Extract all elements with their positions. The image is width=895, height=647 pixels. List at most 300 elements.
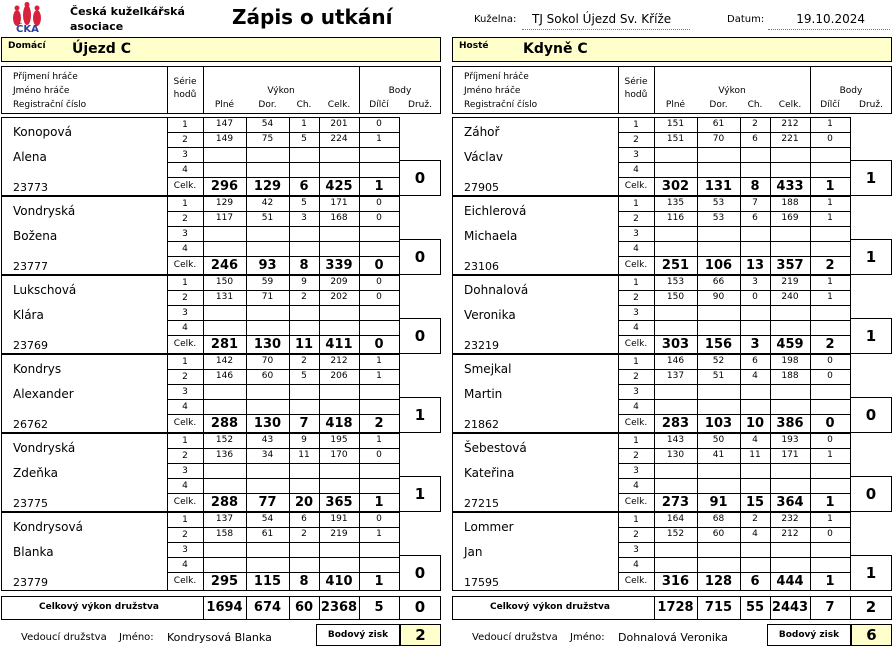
player-firstname: Veronika [464, 308, 516, 322]
player-firstname: Alena [13, 150, 47, 164]
series-value: 209 [330, 277, 348, 287]
series-value: 1 [376, 529, 382, 539]
player-total: 6 [750, 574, 760, 589]
series-number: 2 [182, 214, 188, 224]
total-label: Celk. [173, 260, 197, 270]
row-divider [618, 448, 850, 449]
series-value: 9 [301, 277, 307, 287]
home-team-bar [1, 37, 441, 62]
player-total: 20 [294, 495, 314, 510]
series-value: 0 [827, 371, 833, 381]
col-header-druz: Druž. [859, 100, 883, 110]
series-value: 42 [261, 198, 274, 208]
total-label: Celk. [173, 181, 197, 191]
player-total: 246 [210, 258, 239, 273]
row-divider [618, 320, 850, 321]
player-total: 131 [704, 179, 733, 194]
player-total: 8 [299, 574, 309, 589]
player-total: 8 [299, 258, 309, 273]
series-value: 34 [261, 450, 274, 460]
organization-name: Česká kuželkářská asociace [70, 5, 185, 33]
leader-label: Vedoucí družstva [472, 632, 558, 643]
series-number: 1 [182, 199, 188, 209]
series-value: 50 [712, 435, 725, 445]
series-value: 1 [827, 277, 833, 287]
series-value: 142 [215, 356, 234, 366]
leader-name-label: Jméno: [119, 632, 154, 643]
series-number: 3 [182, 545, 188, 555]
row-divider [618, 162, 850, 163]
series-number: 2 [633, 293, 639, 303]
team-point-value: 1 [865, 564, 877, 582]
series-number: 1 [633, 515, 639, 525]
player-total: 129 [253, 179, 282, 194]
series-value: 198 [781, 356, 799, 366]
series-value: 169 [781, 213, 799, 223]
team-point-value: 1 [865, 327, 877, 345]
series-value: 116 [666, 213, 685, 223]
series-value: 152 [666, 529, 685, 539]
player-total: 1 [374, 574, 384, 589]
row-divider [167, 399, 399, 400]
series-value: 135 [666, 198, 685, 208]
player-total: 93 [258, 258, 277, 273]
series-number: 1 [182, 120, 188, 130]
player-total: 411 [325, 337, 353, 352]
player-total: 316 [661, 574, 690, 589]
series-number: 3 [182, 229, 188, 239]
series-value: 129 [215, 198, 234, 208]
series-number: 4 [633, 402, 639, 412]
series-value: 54 [261, 119, 274, 129]
player-firstname: Michaela [464, 229, 518, 243]
series-value: 170 [330, 450, 348, 460]
series-value: 171 [781, 450, 799, 460]
series-value: 164 [666, 514, 685, 524]
series-number: 4 [182, 560, 188, 570]
row-divider [167, 256, 399, 257]
series-value: 171 [330, 198, 348, 208]
row-divider [167, 320, 399, 321]
series-value: 152 [215, 435, 234, 445]
date-value: 19.10.2024 [768, 12, 890, 30]
row-divider [618, 132, 850, 133]
player-firstname: Klára [13, 308, 44, 322]
total-label: Celk. [624, 181, 648, 191]
venue-value: TJ Sokol Újezd Sv. Kříže [522, 12, 690, 30]
series-value: 1 [376, 134, 382, 144]
row-divider [618, 305, 850, 306]
series-value: 1 [301, 119, 307, 129]
col-header-surname: Příjmení hráče [13, 72, 78, 82]
player-firstname: Václav [464, 150, 504, 164]
series-number: 3 [182, 387, 188, 397]
col-header-surname: Příjmení hráče [464, 72, 529, 82]
series-value: 3 [301, 213, 307, 223]
series-number: 2 [633, 530, 639, 540]
series-value: 131 [215, 292, 234, 302]
player-reg-number: 27905 [464, 181, 499, 194]
total-label: Celk. [173, 339, 197, 349]
series-number: 2 [182, 293, 188, 303]
series-value: 6 [752, 356, 758, 366]
series-value: 1 [827, 119, 833, 129]
col-header-ch: Ch. [296, 100, 312, 110]
row-divider [618, 335, 850, 336]
series-number: 4 [633, 244, 639, 254]
row-divider [167, 147, 399, 148]
row-divider [618, 527, 850, 528]
series-value: 2 [301, 529, 307, 539]
series-value: 0 [376, 292, 382, 302]
venue-label: Kuželna: [474, 14, 517, 25]
player-total: 1 [825, 574, 835, 589]
player-total: 115 [253, 574, 282, 589]
total-label: Celk. [624, 576, 648, 586]
series-number: 1 [182, 515, 188, 525]
series-value: 137 [666, 371, 685, 381]
series-value: 188 [781, 198, 799, 208]
player-total: 0 [374, 258, 384, 273]
series-value: 70 [261, 356, 274, 366]
row-divider [167, 572, 399, 573]
player-total: 106 [704, 258, 733, 273]
player-total: 364 [776, 495, 804, 510]
series-number: 4 [182, 402, 188, 412]
row-divider [618, 290, 850, 291]
series-value: 224 [330, 134, 348, 144]
col-header-celk: Celk. [327, 100, 351, 110]
series-value: 4 [752, 529, 758, 539]
total-label: Celk. [624, 497, 648, 507]
series-value: 149 [215, 134, 234, 144]
series-value: 150 [215, 277, 234, 287]
player-firstname: Martin [464, 387, 503, 401]
series-value: 71 [261, 292, 274, 302]
series-value: 2 [752, 514, 758, 524]
series-value: 0 [827, 356, 833, 366]
series-value: 3 [752, 277, 758, 287]
row-divider [618, 177, 850, 178]
player-reg-number: 23775 [13, 497, 48, 510]
series-number: 2 [633, 135, 639, 145]
series-value: 1 [376, 356, 382, 366]
row-divider [618, 557, 850, 558]
player-total: 425 [325, 179, 353, 194]
player-total: 433 [776, 179, 804, 194]
player-total: 339 [325, 258, 353, 273]
col-header-series: Série [624, 77, 648, 87]
series-value: 4 [752, 435, 758, 445]
home-side-label: Domácí [8, 41, 46, 51]
col-header-reg: Registrační číslo [464, 100, 538, 110]
player-surname: Lukschová [13, 283, 77, 297]
series-value: 168 [330, 213, 348, 223]
team-point-value: 0 [414, 327, 426, 345]
player-total: 273 [661, 495, 690, 510]
row-divider [167, 211, 399, 212]
player-total: 156 [704, 337, 733, 352]
series-value: 0 [376, 198, 382, 208]
series-value: 4 [752, 371, 758, 381]
series-value: 240 [781, 292, 799, 302]
series-value: 5 [301, 198, 307, 208]
player-surname: Lommer [464, 520, 514, 534]
col-header-dilci: Dílčí [820, 100, 840, 110]
series-value: 1 [827, 198, 833, 208]
player-reg-number: 27215 [464, 497, 499, 510]
player-surname: Eichlerová [464, 204, 527, 218]
series-value: 60 [261, 371, 274, 381]
row-divider [618, 369, 850, 370]
series-number: 4 [182, 323, 188, 333]
series-value: 153 [666, 277, 685, 287]
player-total: 3 [750, 337, 760, 352]
player-total: 130 [253, 337, 282, 352]
player-total: 288 [210, 416, 239, 431]
row-divider [167, 463, 399, 464]
gain-label: Bodový zisk [778, 630, 840, 640]
date-label: Datum: [727, 14, 765, 25]
series-value: 66 [712, 277, 725, 287]
player-total: 1 [374, 179, 384, 194]
leader-name: Kondrysová Blanka [167, 631, 273, 647]
series-value: 6 [752, 134, 758, 144]
team-total-value: 1694 [206, 600, 243, 615]
team-total-value: 674 [253, 600, 282, 615]
series-value: 151 [666, 119, 685, 129]
series-number: 4 [182, 244, 188, 254]
series-value: 212 [330, 356, 348, 366]
col-header-firstname: Jméno hráče [13, 86, 70, 96]
col-header-plne: Plné [665, 100, 686, 110]
player-total: 7 [299, 416, 309, 431]
series-number: 4 [633, 323, 639, 333]
series-number: 1 [633, 199, 639, 209]
series-number: 3 [633, 387, 639, 397]
total-label: Celk. [624, 260, 648, 270]
logo-text: ČKA [16, 24, 39, 35]
team-point-value: 0 [414, 169, 426, 187]
series-value: 53 [712, 198, 725, 208]
away-side-label: Hosté [459, 41, 489, 51]
series-number: 1 [633, 278, 639, 288]
player-total: 357 [776, 258, 804, 273]
gain-value: 2 [415, 626, 426, 644]
player-total: 103 [704, 416, 733, 431]
row-divider [618, 211, 850, 212]
series-value: 5 [301, 134, 307, 144]
series-number: 3 [633, 229, 639, 239]
player-total: 1 [374, 495, 384, 510]
team-point-value: 0 [865, 485, 877, 503]
row-divider [167, 414, 399, 415]
team-total-value: 2443 [771, 600, 809, 615]
player-total: 2 [825, 337, 835, 352]
player-total: 130 [253, 416, 282, 431]
series-number: 1 [633, 436, 639, 446]
series-value: 130 [666, 450, 685, 460]
row-divider [618, 399, 850, 400]
team-total-value: 7 [825, 600, 835, 615]
leader-label: Vedoucí družstva [21, 632, 107, 643]
row-divider [618, 542, 850, 543]
player-total: 365 [325, 495, 353, 510]
player-reg-number: 23779 [13, 576, 48, 589]
series-number: 2 [633, 451, 639, 461]
away-team-bar [452, 37, 892, 62]
series-value: 59 [261, 277, 274, 287]
series-value: 11 [298, 450, 310, 460]
player-surname: Vondryská [13, 204, 76, 218]
total-label: Celk. [173, 497, 197, 507]
col-header-reg: Registrační číslo [13, 100, 87, 110]
gain-value: 6 [866, 626, 877, 644]
col-header-series-2: hodů [624, 90, 648, 100]
series-value: 117 [215, 213, 234, 223]
row-divider [167, 384, 399, 385]
series-value: 0 [376, 450, 382, 460]
player-total: 303 [661, 337, 690, 352]
team-point-value: 0 [414, 248, 426, 266]
row-divider [167, 241, 399, 242]
series-number: 2 [633, 214, 639, 224]
series-value: 147 [215, 119, 234, 129]
row-divider [618, 241, 850, 242]
row-divider [618, 478, 850, 479]
col-header-ch: Ch. [747, 100, 763, 110]
series-value: 0 [827, 529, 833, 539]
series-number: 4 [182, 165, 188, 175]
series-value: 9 [301, 435, 307, 445]
series-value: 1 [827, 213, 833, 223]
col-header-dilci: Dílčí [369, 100, 389, 110]
series-value: 0 [376, 119, 382, 129]
team-total-label: Celkový výkon družstva [490, 602, 610, 612]
series-value: 1 [376, 371, 382, 381]
player-total: 0 [374, 337, 384, 352]
col-header-series-2: hodů [173, 90, 197, 100]
series-value: 188 [781, 371, 799, 381]
series-value: 53 [712, 213, 725, 223]
player-surname: Konopová [13, 125, 72, 139]
player-total: 91 [709, 495, 728, 510]
series-value: 1 [376, 435, 382, 445]
series-value: 212 [781, 529, 799, 539]
player-total: 13 [745, 258, 765, 273]
player-surname: Smejkal [464, 362, 512, 376]
leader-name: Dohnalová Veronika [618, 631, 724, 647]
gain-label: Bodový zisk [327, 630, 389, 640]
col-header-celk: Celk. [778, 100, 802, 110]
player-total: 288 [210, 495, 239, 510]
series-number: 2 [182, 135, 188, 145]
series-number: 2 [633, 372, 639, 382]
series-value: 60 [712, 529, 725, 539]
player-total: 1 [825, 495, 835, 510]
series-value: 219 [781, 277, 799, 287]
player-reg-number: 23773 [13, 181, 48, 194]
series-number: 3 [633, 308, 639, 318]
row-divider [167, 493, 399, 494]
series-value: 2 [301, 356, 307, 366]
team-point-value: 0 [414, 564, 426, 582]
series-value: 1 [827, 450, 833, 460]
player-total: 302 [661, 179, 690, 194]
series-value: 158 [215, 529, 234, 539]
total-label: Celk. [173, 576, 197, 586]
team-point-value: 1 [865, 248, 877, 266]
row-divider [167, 226, 399, 227]
series-value: 232 [781, 514, 799, 524]
series-number: 1 [182, 357, 188, 367]
series-value: 1 [827, 514, 833, 524]
series-value: 0 [376, 277, 382, 287]
series-number: 1 [633, 357, 639, 367]
page-title: Zápis o utkání [232, 5, 393, 29]
row-divider [167, 305, 399, 306]
team-point-value: 1 [414, 485, 426, 503]
series-value: 212 [781, 119, 799, 129]
series-value: 90 [712, 292, 725, 302]
series-value: 54 [261, 514, 274, 524]
series-number: 3 [633, 150, 639, 160]
series-number: 2 [182, 372, 188, 382]
series-value: 2 [301, 292, 307, 302]
series-value: 61 [712, 119, 725, 129]
series-value: 51 [712, 371, 725, 381]
col-header-firstname: Jméno hráče [464, 86, 521, 96]
player-total: 444 [776, 574, 804, 589]
team-total-value: 2 [865, 598, 877, 616]
player-firstname: Zdeňka [13, 466, 58, 480]
series-value: 0 [827, 435, 833, 445]
team-total-value: 55 [745, 600, 765, 615]
team-total-value: 0 [414, 598, 426, 616]
series-value: 195 [330, 435, 348, 445]
player-reg-number: 21862 [464, 418, 499, 431]
total-label: Celk. [624, 339, 648, 349]
series-number: 1 [182, 436, 188, 446]
col-header-points: Body [388, 86, 412, 96]
series-number: 4 [633, 165, 639, 175]
row-divider [618, 463, 850, 464]
row-divider [618, 414, 850, 415]
player-total: 6 [299, 179, 309, 194]
col-header-dor: Dor. [709, 100, 728, 110]
series-number: 1 [633, 120, 639, 130]
series-value: 41 [712, 450, 725, 460]
player-total: 77 [258, 495, 277, 510]
series-value: 0 [827, 134, 833, 144]
series-number: 4 [633, 481, 639, 491]
leader-name-label: Jméno: [570, 632, 605, 643]
home-team-name: Újezd C [72, 41, 131, 57]
player-total: 1 [825, 179, 835, 194]
player-surname: Šebestová [464, 441, 527, 455]
player-total: 251 [661, 258, 690, 273]
series-value: 7 [752, 198, 758, 208]
series-value: 68 [712, 514, 725, 524]
player-surname: Kondrysová [13, 520, 83, 534]
player-total: 459 [776, 337, 804, 352]
series-number: 2 [182, 451, 188, 461]
series-value: 0 [376, 514, 382, 524]
team-total-value: 1728 [657, 600, 694, 615]
row-divider [167, 162, 399, 163]
col-header-dor: Dor. [258, 100, 277, 110]
series-number: 3 [182, 466, 188, 476]
